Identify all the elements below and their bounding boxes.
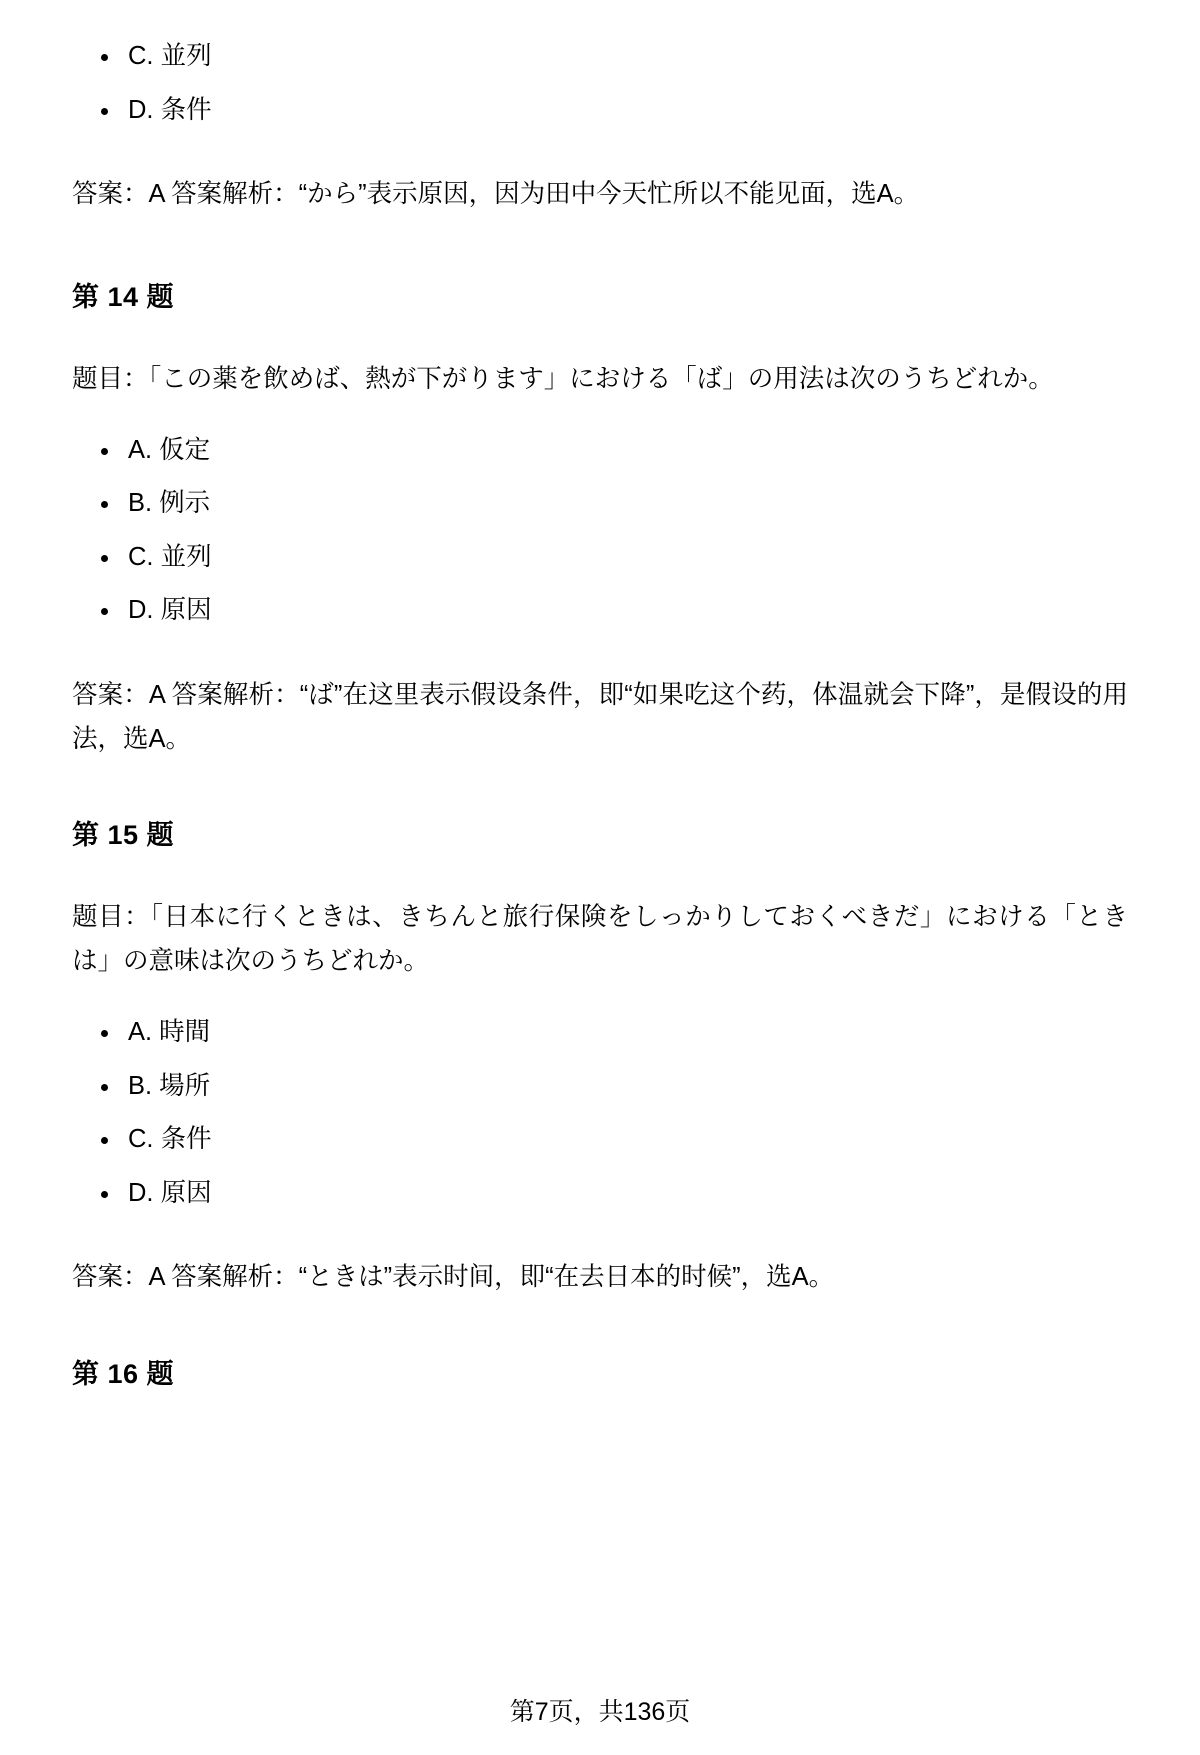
question-15-options: [72, 1020, 1128, 1206]
question-14-prompt: 题目：「この薬を飲めば、熱が下がります」における「ば」の用法は次のうちどれか。: [72, 364, 1054, 393]
option-label: C. 並列: [128, 42, 212, 70]
list-item: [122, 542, 1128, 571]
spacer: [72, 123, 1128, 173]
option-label: C. 並列: [128, 542, 212, 571]
spacer: [72, 1206, 1128, 1256]
option-label: A. 時間: [128, 1018, 211, 1047]
page-content: [72, 44, 1128, 1391]
spacer: [72, 217, 1128, 275]
question-15-answer: 答案：A 答案解析：“ときは”表示时间，即“在去日本的时候”，选A。: [72, 1263, 835, 1292]
question-15-prompt: 题目：「日本に行くときは、きちんと旅行保険をしっかりしておくべきだ」における「ときは」の意味は次のうちどれか。: [72, 903, 1128, 976]
spacer: [72, 984, 1128, 1020]
list-item: [122, 44, 1128, 70]
option-label: A. 仮定: [128, 435, 211, 464]
spacer: [72, 852, 1128, 896]
list-item: [122, 435, 1128, 464]
list-item: [122, 1071, 1128, 1100]
question-14-answer: 答案：A 答案解析：“ば”在这里表示假设条件，即“如果吃这个药，体温就会下降”，是假设的用法，选A。: [72, 680, 1128, 753]
previous-question-options: [72, 44, 1128, 123]
list-item: [122, 598, 1128, 624]
spacer: [72, 1300, 1128, 1352]
list-item: [122, 95, 1128, 124]
question-16-title: 第 16 题: [72, 1359, 175, 1390]
option-label: B. 例示: [128, 489, 211, 518]
list-item: [122, 1127, 1128, 1153]
list-item: [122, 491, 1128, 517]
spacer: [72, 624, 1128, 674]
option-label: B. 場所: [128, 1071, 211, 1100]
option-label: D. 原因: [128, 1178, 212, 1207]
question-14-title: 第 14 题: [72, 281, 175, 312]
spacer: [72, 761, 1128, 813]
list-item: [122, 1178, 1128, 1207]
spacer: [72, 314, 1128, 358]
list-item: [122, 1020, 1128, 1046]
question-14-options: [72, 435, 1128, 625]
option-label: C. 条件: [128, 1125, 212, 1154]
page-footer: 第7页，共136页: [509, 1698, 691, 1726]
option-label: D. 条件: [128, 95, 212, 124]
question-15-title: 第 15 题: [72, 820, 175, 851]
option-label: D. 原因: [128, 596, 212, 625]
spacer: [72, 402, 1128, 438]
previous-question-answer: 答案：A 答案解析：“から”表示原因，因为田中今天忙所以不能见面，选A。: [72, 180, 920, 208]
